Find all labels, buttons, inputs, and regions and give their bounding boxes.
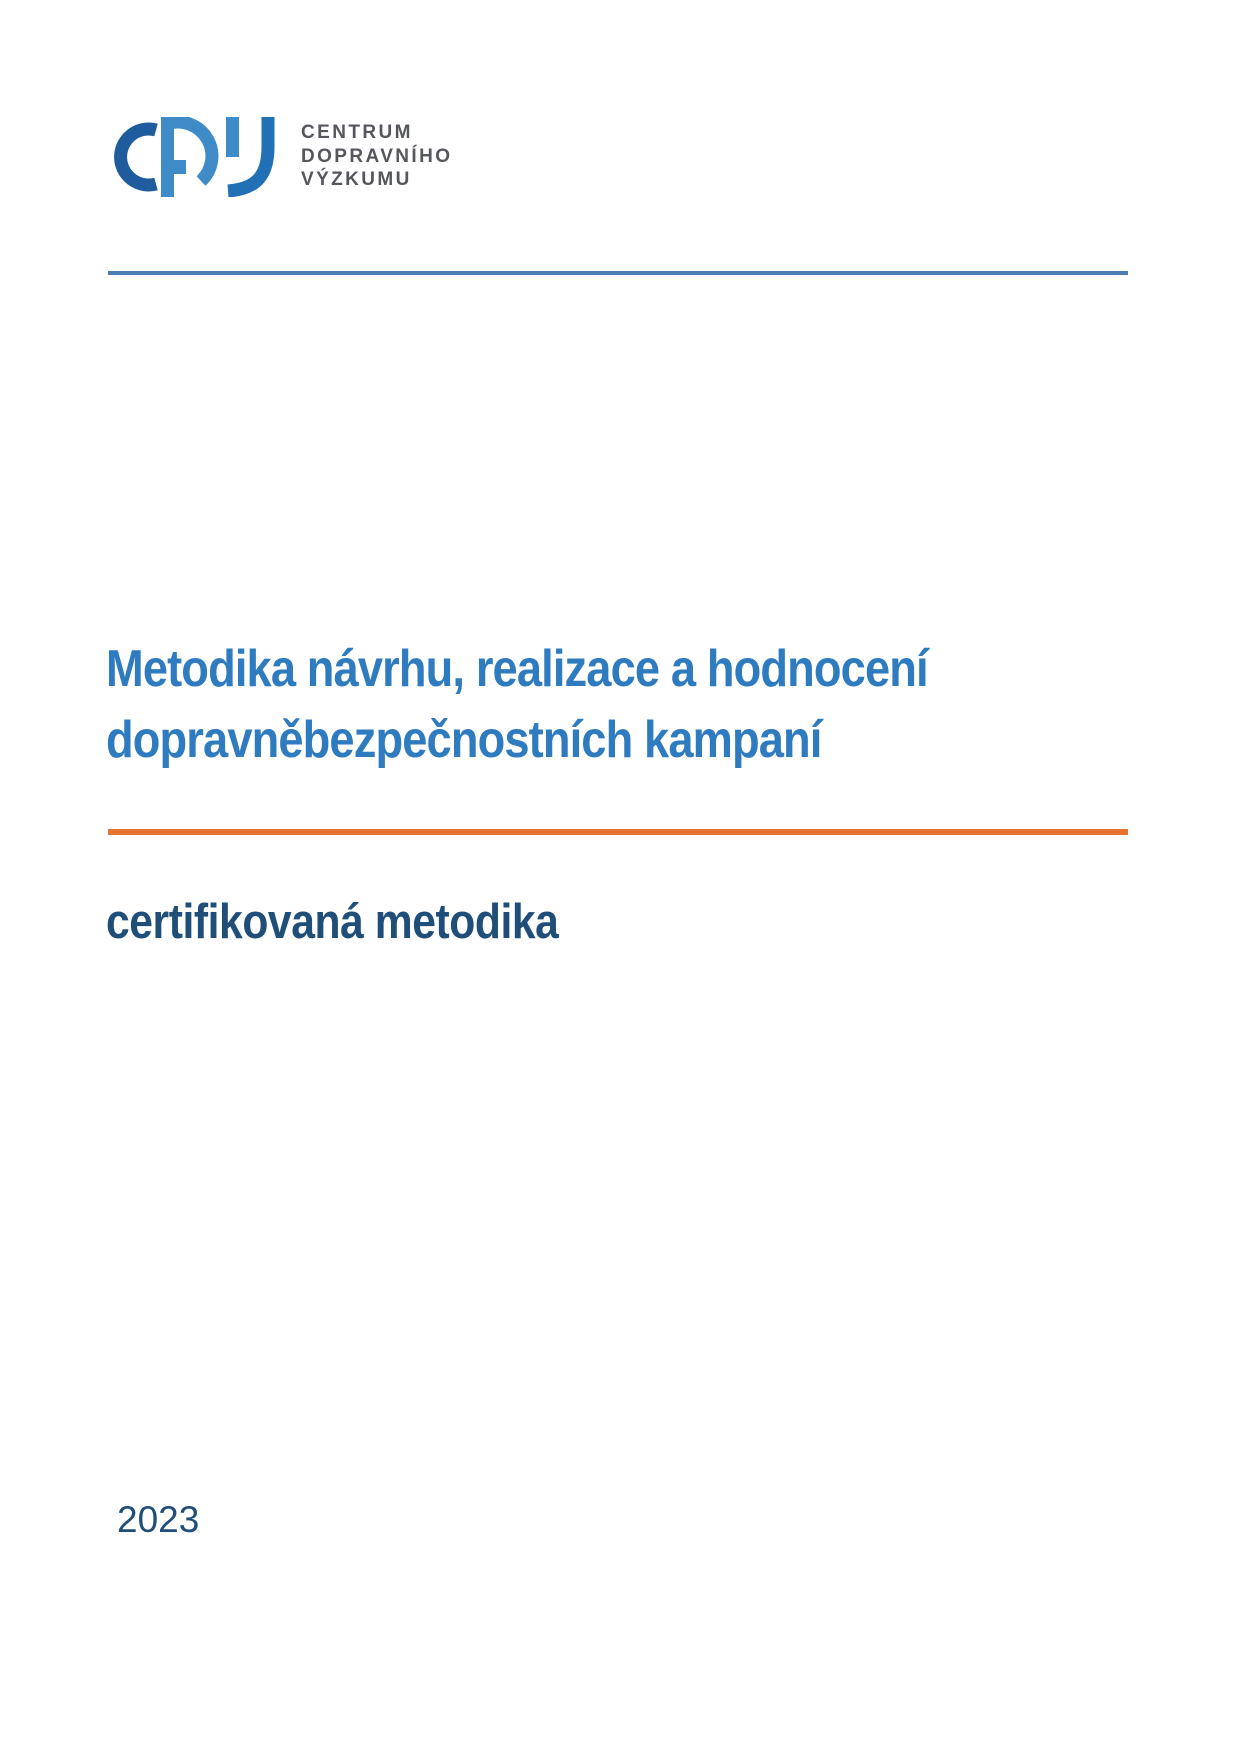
logo	[108, 117, 452, 197]
accent-divider	[108, 829, 1128, 835]
document-title-line-2: dopravněbezpečnostních kampaní	[106, 711, 822, 769]
publication-year: 2023	[117, 1499, 200, 1540]
document-title	[106, 634, 928, 776]
top-divider	[108, 271, 1128, 275]
logo-org-name-line-1: CENTRUM	[301, 122, 413, 143]
cdv-logo-icon	[108, 117, 280, 197]
document-subtitle: certifikovaná metodika	[106, 895, 559, 949]
document-title-line-1: Metodika návrhu, realizace a hodnocení	[106, 640, 928, 698]
logo-org-name-line-2: DOPRAVNÍHO	[301, 145, 453, 167]
logo-org-name-line-3: VÝZKUMU	[301, 169, 412, 190]
logo-org-name	[301, 117, 452, 192]
